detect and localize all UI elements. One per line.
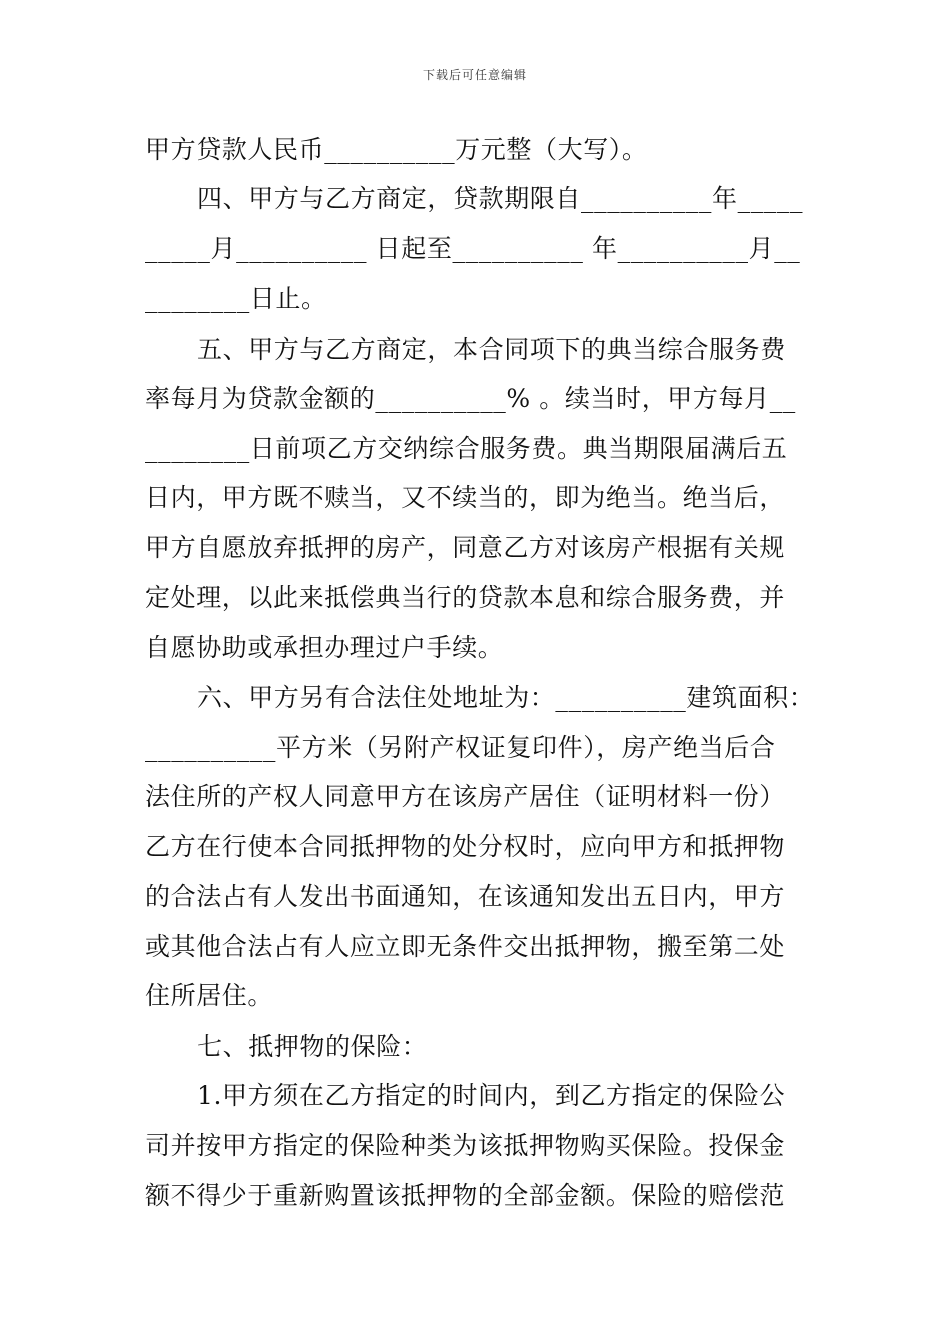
text-line: 1.甲方须在乙方指定的时间内，到乙方指定的保险公	[197, 1081, 786, 1110]
text-line: 七、抵押物的保险：	[197, 1032, 428, 1061]
text-line: 额不得少于重新购置该抵押物的全部金额。保险的赔偿范	[145, 1181, 786, 1210]
text-line: 法住所的产权人同意甲方在该房产居住（证明材料一份）	[145, 782, 786, 811]
text-line: 日内，甲方既不赎当，又不续当的，即为绝当。绝当后，	[145, 483, 786, 512]
text-line: 的合法占有人发出书面通知，在该通知发出五日内，甲方	[145, 882, 786, 911]
text-line: __________平方米（另附产权证复印件），房产绝当后合	[145, 733, 776, 762]
text-line: ________日前项乙方交纳综合服务费。典当期限届满后五	[145, 434, 788, 463]
text-line: 住所居住。	[145, 981, 274, 1010]
text-line: 率每月为贷款金额的__________% 。续当时，甲方每月__	[145, 384, 796, 413]
text-line: 甲方自愿放弃抵押的房产，同意乙方对该房产根据有关规	[145, 533, 786, 562]
text-line: 司并按甲方指定的保险种类为该抵押物购买保险。投保金	[145, 1131, 786, 1160]
text-line: ________日止。	[145, 284, 327, 313]
text-line: 甲方贷款人民币__________万元整（大写）。	[145, 135, 648, 164]
text-line: 自愿协助或承担办理过户手续。	[145, 633, 504, 662]
text-line: _____月__________ 日起至__________ 年__________月__	[145, 234, 801, 263]
text-line: 或其他合法占有人应立即无条件交出抵押物，搬至第二处	[145, 932, 786, 961]
text-line: 六、甲方另有合法住处地址为：__________建筑面积：	[197, 683, 815, 712]
page-header-note: 下载后可任意编辑	[422, 68, 527, 82]
text-line: 定处理，以此来抵偿典当行的贷款本息和综合服务费，并	[145, 583, 786, 612]
text-line: 乙方在行使本合同抵押物的处分权时，应向甲方和抵押物	[145, 832, 786, 861]
text-line: 五、甲方与乙方商定，本合同项下的典当综合服务费	[197, 335, 786, 364]
text-line: 四、甲方与乙方商定，贷款期限自__________年_____	[197, 184, 804, 213]
